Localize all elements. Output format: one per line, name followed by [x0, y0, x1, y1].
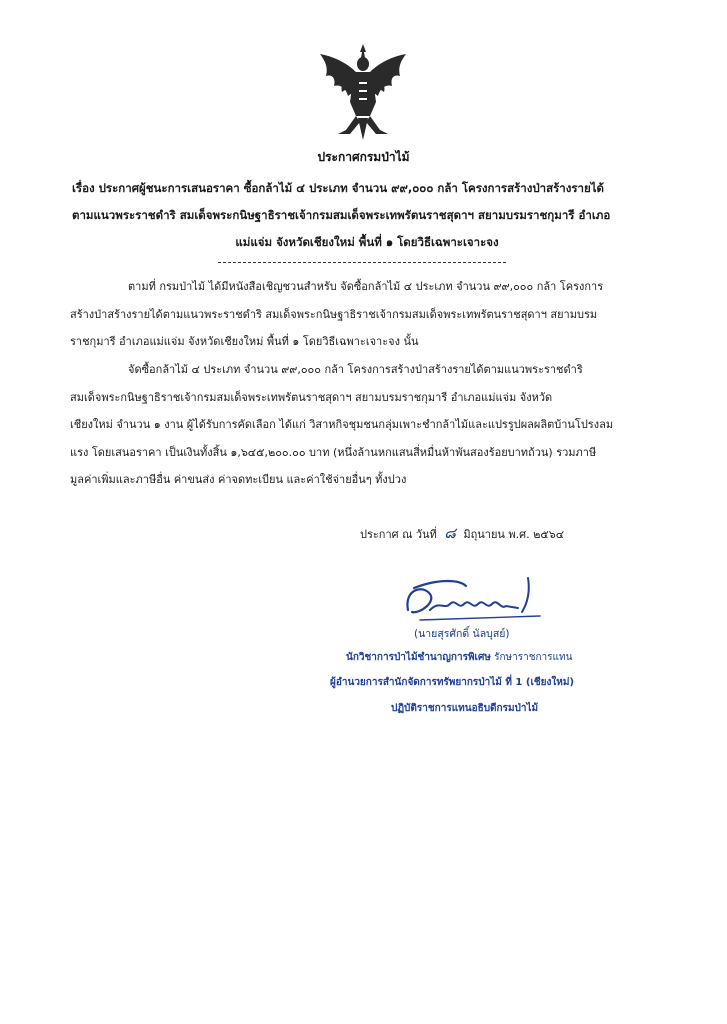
announcement-month-year: มิถุนายน พ.ศ. ๒๕๖๔	[463, 528, 565, 541]
paragraph-line: เชียงใหม่ จำนวน ๑ งาน ผู้ได้รับการคัดเลือก ได้แก่ วิสาหกิจชุมชนกลุ่มเพาะชำกล้าไม้และแปรรูปผลผลิตบ้านโปรงลม	[70, 418, 614, 431]
signer-title-line-3: ปฏิบัติราชการแทนอธิบดีกรมป่าไม้	[391, 703, 539, 714]
garuda-emblem-icon	[318, 42, 408, 142]
signer-position: นักวิชาการป่าไม้ชำนาญการพิเศษ	[346, 652, 491, 663]
agency-heading: ประกาศกรมป่าไม้	[317, 150, 410, 164]
dashed-divider	[218, 262, 506, 263]
signer-acting: รักษาราชการแทน	[490, 652, 573, 663]
paragraph-line: มูลค่าเพิ่มและภาษีอื่น ค่าขนส่ง ค่าจดทะเบียน และค่าใช้จ่ายอื่นๆ ทั้งปวง	[70, 473, 407, 486]
announcement-day: ๘	[444, 524, 456, 542]
subject-line: แม่แจ่ม จังหวัดเชียงใหม่ พื้นที่ ๑ โดยวิธีเฉพาะเจาะจง	[235, 235, 499, 249]
subject-line: ตามแนวพระราชดำริ สมเด็จพระกนิษฐาธิราชเจ้ากรมสมเด็จพระเทพรัตนราชสุดาฯ สยามบรมราชกุมารี อำเภอ	[72, 208, 611, 222]
paragraph-line: จัดซื้อกล้าไม้ ๔ ประเภท จำนวน ๙๙,๐๐๐ กล้า โครงการสร้างป่าสร้างรายได้ตามแนวพระราชดำริ	[128, 363, 583, 376]
body-paragraph-2	[70, 356, 670, 494]
paragraph-line: ราชกุมารี อำเภอแม่แจ่ม จังหวัดเชียงใหม่ พื้นที่ ๑ โดยวิธีเฉพาะเจาะจง นั้น	[70, 335, 419, 348]
subject-block	[72, 175, 662, 256]
subject-line: เรื่อง ประกาศผู้ชนะการเสนอราคา ซื้อกล้าไม้ ๔ ประเภท จำนวน ๙๙,๐๐๐ กล้า โครงการสร้างป่าสร้างรายได้	[72, 181, 604, 195]
signer-name: (นายสุรศักดิ์ นัลบุสย์)	[414, 628, 510, 640]
announcement-date	[360, 521, 564, 545]
announcement-prefix: ประกาศ ณ วันที่	[360, 528, 437, 541]
paragraph-line: สมเด็จพระกนิษฐาธิราชเจ้ากรมสมเด็จพระเทพรัตนราชสุดาฯ สยามบรมราชกุมารี อำเภอแม่แจ่ม จังหวัด	[70, 390, 553, 404]
signer-title-line-1	[346, 650, 572, 665]
signer-title-line-2: ผู้อำนวยการสำนักจัดการทรัพยากรป่าไม้ ที่ 1 (เชียงใหม่)	[330, 677, 575, 688]
body-paragraph-1	[70, 273, 670, 356]
handwritten-signature	[400, 570, 550, 630]
paragraph-line: ตามที่ กรมป่าไม้ ได้มีหนังสือเชิญชวนสำหรับ จัดซื้อกล้าไม้ ๔ ประเภท จำนวน ๙๙,๐๐๐ กล้า โครงการ	[128, 280, 604, 293]
paragraph-line: สร้างป่าสร้างรายได้ตามแนวพระราชดำริ สมเด็จพระกนิษฐาธิราชเจ้ากรมสมเด็จพระเทพรัตนราชสุดาฯ สยามบรม	[70, 307, 598, 321]
paragraph-line: แรง โดยเสนอราคา เป็นเงินทั้งสิ้น ๑,๖๔๕,๒๐๐.๐๐ บาท (หนึ่งล้านหกแสนสี่หมื่นห้าพันสองร้อยบาทถ้วน) รวมภาษี	[70, 445, 597, 459]
